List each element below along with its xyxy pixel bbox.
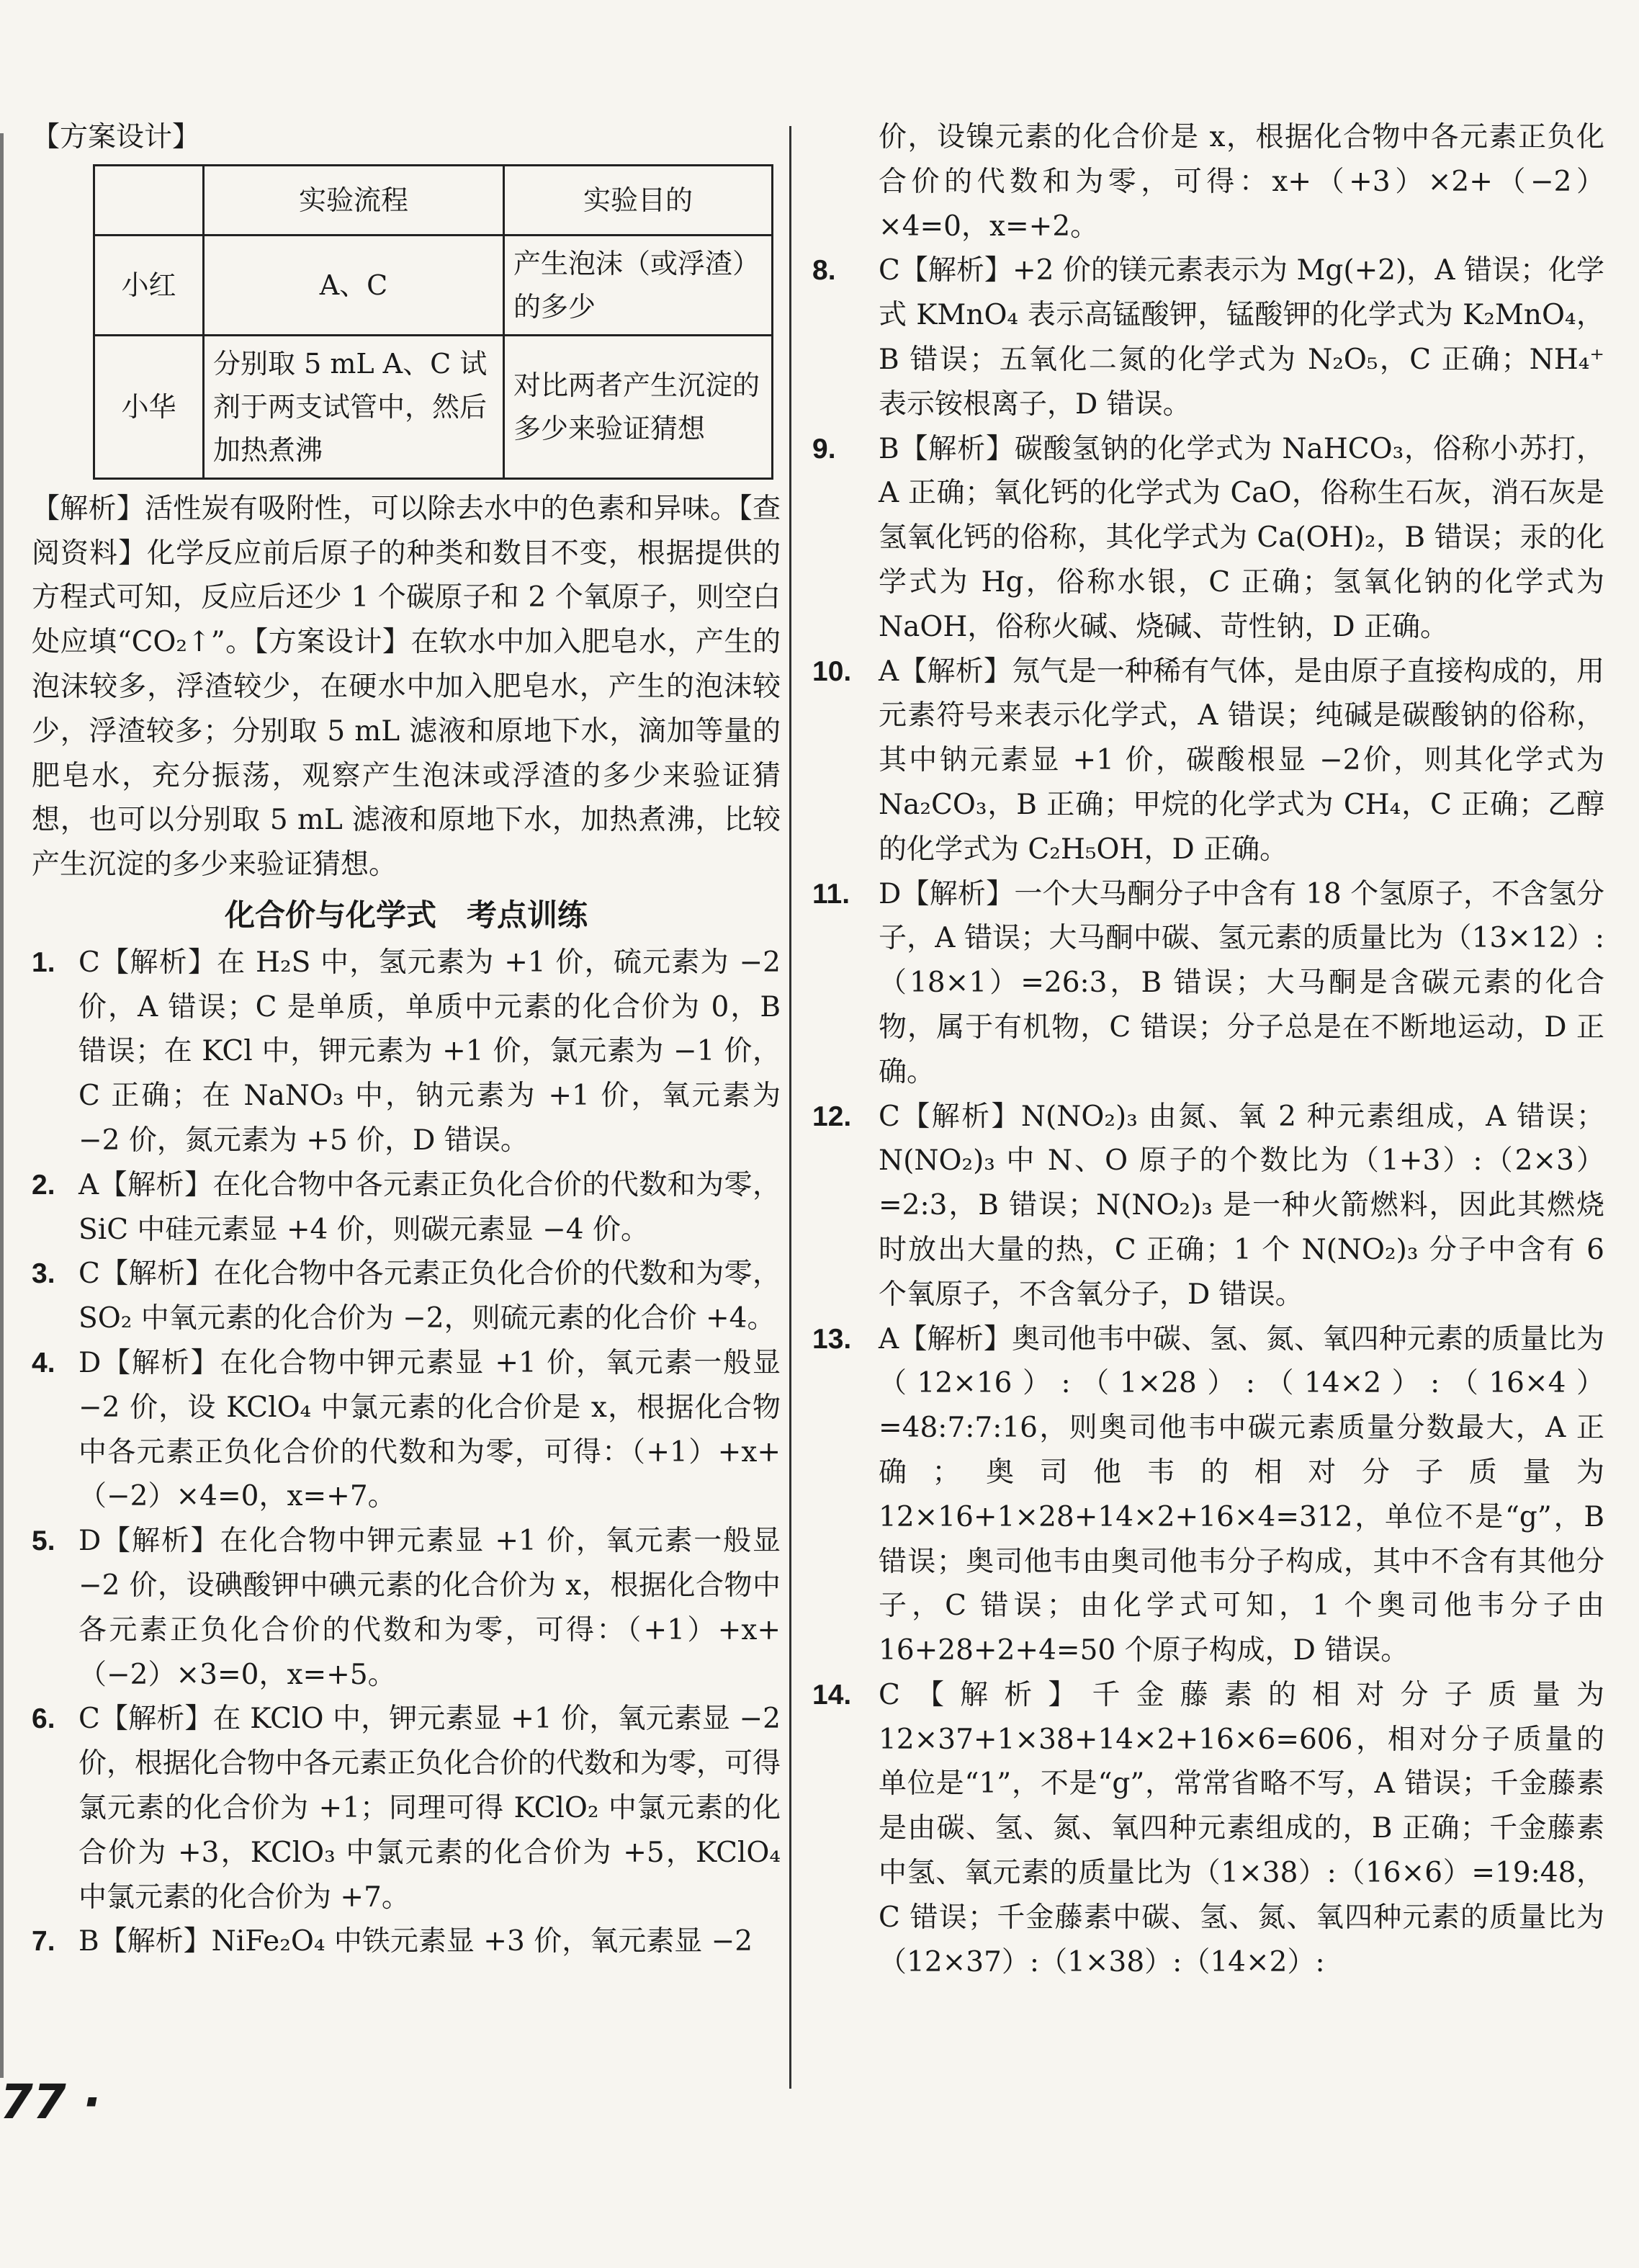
item-number: 11. [812, 878, 850, 910]
answer-item [812, 1317, 1604, 1673]
item-number: 9. [812, 433, 836, 465]
item-text: C【解析】+2 价的镁元素表示为 Mg(+2)，A 错误；化学式 KMnO₄ 表示高锰酸钾，锰酸钾的化学式为 K₂MnO₄，B 错误；五氧化二氮的化学式为 N₂O₅，C 正确；NH₄⁺ 表示铵根离子，D 错误。 [879, 254, 1604, 421]
column-divider [789, 126, 791, 2089]
answer-item [32, 1919, 781, 1964]
item-number: 6. [32, 1703, 55, 1735]
table-header-cell: 实验流程 [204, 165, 504, 235]
table-cell-name: 小红 [94, 235, 204, 335]
right-column [812, 115, 1604, 1984]
table-cell-name: 小华 [94, 335, 204, 478]
item-text: D【解析】在化合物中钾元素显 +1 价，氧元素一般显 −2 价，设碘酸钾中碘元素的化合价为 x，根据化合物中各元素正负化合价的代数和为零，可得：（+1）+x+（−2）×3=0，x=+5。 [78, 1525, 781, 1691]
table-row [94, 235, 773, 335]
table-cell-process: A、C [204, 235, 504, 335]
continuation-text: 价，设镍元素的化合价是 x，根据化合物中各元素正负化合价的代数和为零，可得：x+（+3）×2+（−2）×4=0，x=+2。 [879, 121, 1604, 243]
item-text: B【解析】NiFe₂O₄ 中铁元素显 +3 价，氧元素显 −2 [78, 1925, 753, 1958]
analysis-paragraph: 【解析】活性炭有吸附性，可以除去水中的色素和异味。【查阅资料】化学反应前后原子的种类和数目不变，根据提供的方程式可知，反应后还少 1 个碳原子和 2 个氧原子，则空白处应填“CO₂↑”。【方案设计】在软水中加入肥皂水，产生的泡沫较多，浮渣较少，在硬水中加入肥皂水，产生的泡沫较少，浮渣较多；分别取 5 mL 滤液和原地下水，滴加等量的肥皂水，充分振荡，观察产生泡沫或浮渣的多少来验证猜想，也可以分别取 5 mL 滤液和原地下水，加热煮沸，比较产生沉淀的多少来验证猜想。 [32, 492, 781, 882]
page-number: 77 · [0, 2074, 101, 2130]
table-header-row [94, 165, 773, 235]
plan-table [93, 164, 773, 480]
item-text: A【解析】在化合物中各元素正负化合价的代数和为零，SiC 中硅元素显 +4 价，则碳元素显 −4 价。 [78, 1168, 781, 1246]
item-text: B【解析】碳酸氢钠的化学式为 NaHCO₃，俗称小苏打，A 正确；氧化钙的化学式为 CaO，俗称生石灰，消石灰是氢氧化钙的俗称，其化学式为 Ca(OH)₂，B 错误；汞的化学式为 Hg，俗称水银，C 正确；氢氧化钠的化学式为 NaOH，俗称火碱、烧碱、苛性钠，D 正确。 [879, 432, 1604, 643]
answer-item [812, 427, 1604, 650]
table-cell-process: 分别取 5 mL A、C 试剂于两支试管中，然后加热煮沸 [204, 335, 504, 478]
item-number: 7. [32, 1926, 55, 1958]
answer-item [812, 1095, 1604, 1317]
item-number: 14. [812, 1679, 852, 1711]
section-title: 化合价与化学式 考点训练 [224, 897, 588, 933]
table-row [94, 335, 773, 478]
answer-item [32, 1519, 781, 1697]
item-text: D【解析】一个大马酮分子中含有 18 个氢原子，不含氢分子，A 错误；大马酮中碳、氢元素的质量比为（13×12）:（18×1）=26:3，B 错误；大马酮是含碳元素的化合物，属于有机物，C 错误；分子总是在不断地运动，D 正确。 [879, 877, 1604, 1088]
answer-item [32, 1163, 781, 1252]
table-header-cell [94, 165, 204, 235]
item-number: 1. [32, 946, 55, 978]
answer-item [812, 872, 1604, 1095]
answer-item [32, 941, 781, 1163]
item-text: C【解析】N(NO₂)₃ 由氮、氧 2 种元素组成，A 错误；N(NO₂)₃ 中 N、O 原子的个数比为（1+3）:（2×3）=2:3，B 错误；N(NO₂)₃ 是一种火箭燃料，因此其燃烧时放出大量的热，C 正确；1 个 N(NO₂)₃ 分子中含有 6 个氧原子，不含氧分子，D 错误。 [879, 1100, 1604, 1311]
answer-item [32, 1252, 781, 1341]
item-text: C【解析】在化合物中各元素正负化合价的代数和为零，SO₂ 中氧元素的化合价为 −2，则硫元素的化合价 +4。 [78, 1258, 781, 1335]
item-text: A【解析】氖气是一种稀有气体，是由原子直接构成的，用元素符号来表示化学式，A 错误；纯碱是碳酸钠的俗称，其中钠元素显 +1 价，碳酸根显 −2价，则其化学式为 Na₂CO₃，B 正确；甲烷的化学式为 CH₄，C 正确；乙醇的化学式为 C₂H₅OH，D 正确。 [879, 655, 1604, 866]
item-number: 12. [812, 1101, 852, 1132]
item-text: C【解析】在 KClO 中，钾元素显 +1 价，氧元素显 −2 价，根据化合物中各元素正负化合价的代数和为零，可得氯元素的化合价为 +1；同理可得 KClO₂ 中氯元素的化合价为 +3，KClO₃ 中氯元素的化合价为 +5，KClO₄ 中氯元素的化合价为 +7。 [78, 1703, 781, 1914]
item-number: 5. [32, 1525, 55, 1557]
left-column [32, 115, 781, 1964]
plan-label: 【方案设计】 [32, 121, 201, 153]
item-text: C【解析】千金藤素的相对分子质量为 12×37+1×38+14×2+16×6=606，相对分子质量的单位是“1”，不是“g”，常常省略不写，A 错误；千金藤素是由碳、氢、氮、氧四种元素组成的，B 正确；千金藤素中氢、氧元素的质量比为（1×38）:（16×6）=19:48，C 错误；千金藤素中碳、氢、氮、氧四种元素的质量比为（12×37）:（1×38）:（14×2）: [879, 1678, 1604, 1978]
item-text: A【解析】奥司他韦中碳、氢、氮、氧四种元素的质量比为（12×16）:（1×28）:（14×2）:（16×4）=48:7:7:16，则奥司他韦中碳元素质量分数最大，A 正确；奥司他韦的相对分子质量为 12×16+1×28+14×2+16×4=312，单位不是“g”，B 错误；奥司他韦由奥司他韦分子构成，其中不含有其他分子，C 错误；由化学式可知，1 个奥司他韦分子由 16+28+2+4=50 个原子构成，D 错误。 [879, 1322, 1604, 1667]
item-number: 8. [812, 255, 836, 287]
answer-item [32, 1697, 781, 1919]
item-number: 13. [812, 1323, 852, 1355]
item-text: C【解析】在 H₂S 中，氢元素为 +1 价，硫元素为 −2价，A 错误；C 是单质，单质中元素的化合价为 0，B 错误；在 KCl 中，钾元素为 +1 价，氯元素为 −1 价，C 正确；在 NaNO₃ 中，钠元素为 +1 价，氧元素为 −2 价，氮元素为 +5 价，D 错误。 [78, 946, 781, 1157]
answer-item [812, 650, 1604, 872]
item-number: 4. [32, 1347, 55, 1379]
answer-item [812, 248, 1604, 426]
answer-item [32, 1341, 781, 1519]
table-header-cell: 实验目的 [504, 165, 773, 235]
answer-item [812, 1673, 1604, 1985]
table-cell-purpose: 产生泡沫（或浮渣）的多少 [504, 235, 773, 335]
item-text: D【解析】在化合物中钾元素显 +1 价，氧元素一般显 −2 价，设 KClO₄ 中氯元素的化合价是 x，根据化合物中各元素正负化合价的代数和为零，可得：（+1）+x+（−2）×4=0，x=+7。 [78, 1346, 781, 1513]
table-cell-purpose: 对比两者产生沉淀的多少来验证猜想 [504, 335, 773, 478]
item-number: 3. [32, 1258, 55, 1290]
page-edge-mark [0, 133, 4, 2078]
item-number: 10. [812, 655, 852, 687]
item-number: 2. [32, 1169, 55, 1201]
